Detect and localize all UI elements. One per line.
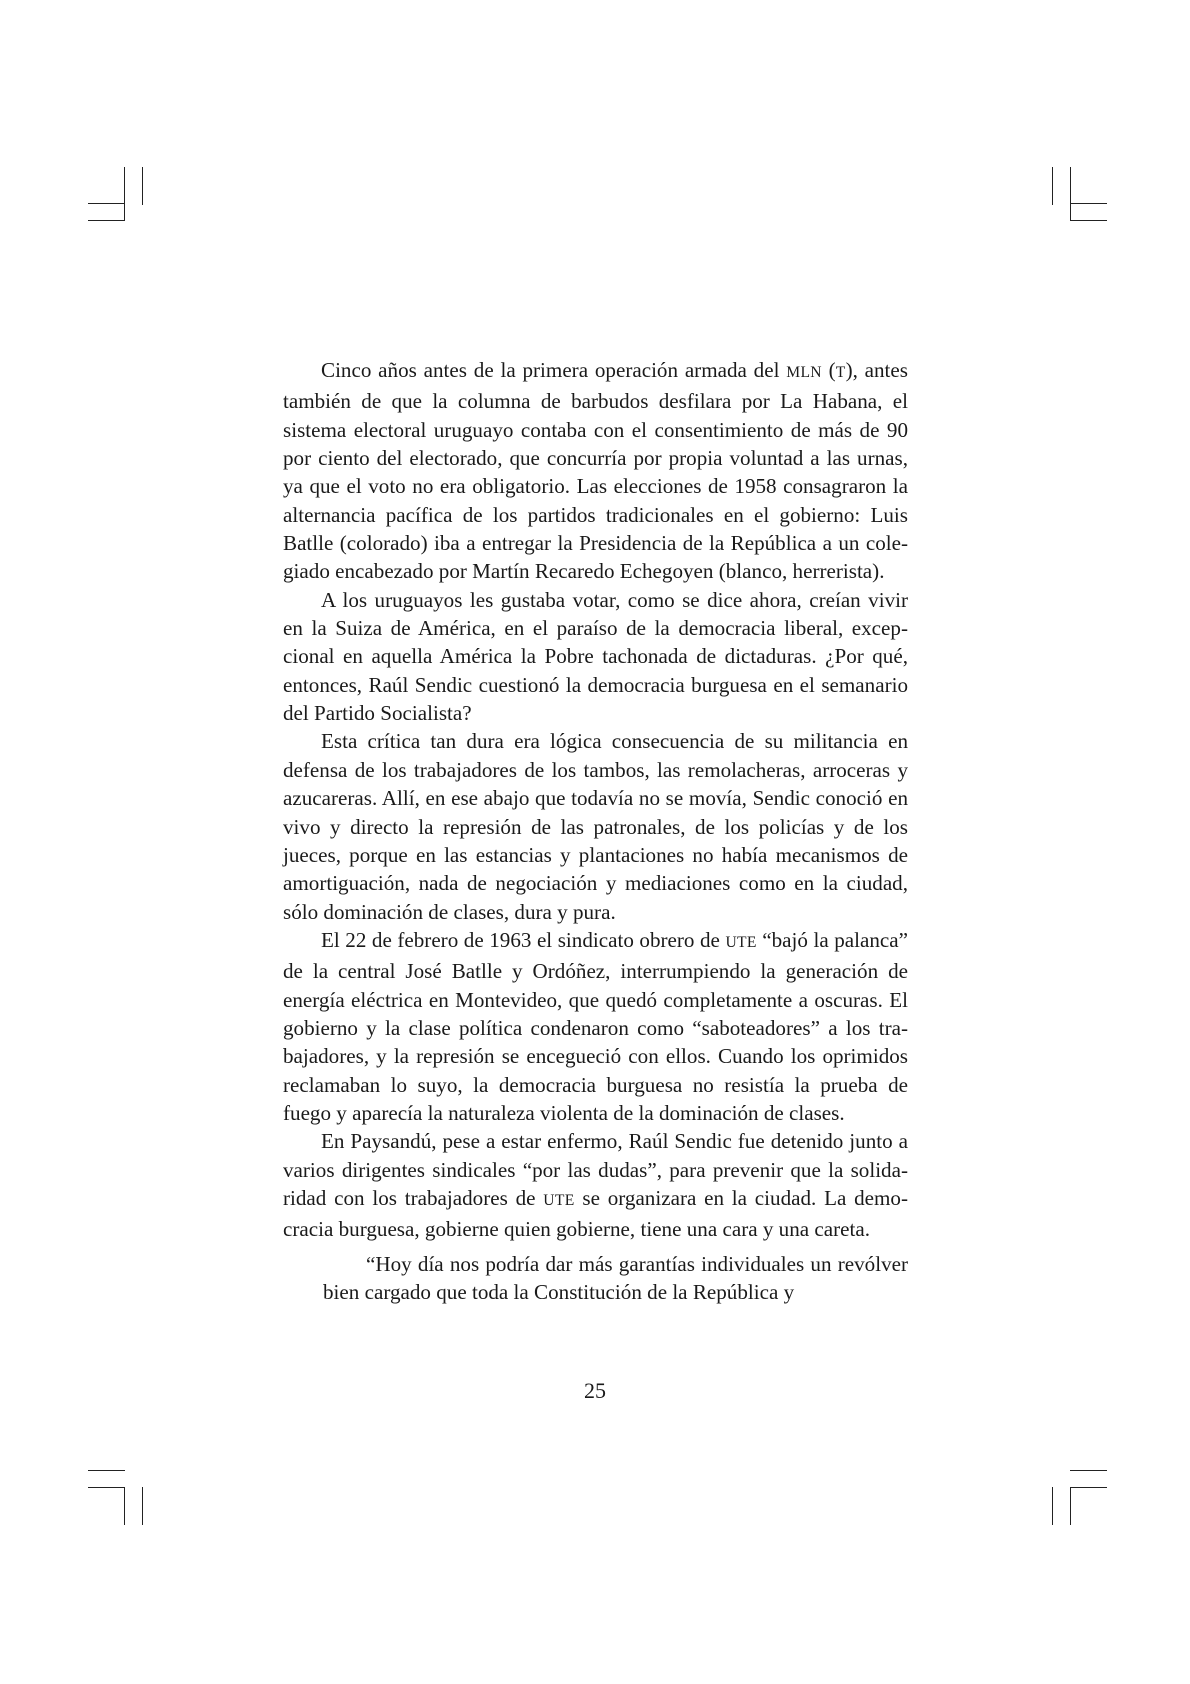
crop-mark xyxy=(88,1487,125,1488)
text-run: A los uruguayos les gustaba votar, como se dice ahora, creían vivir en la Suiza de América, en el paraíso de la democracia liberal, excepcional en aquella América la Pobre tachonada de dictaduras. ¿Por qué, entonces, Raúl Sendic cuestionó la democracia burguesa en el semanario del Partido Socialista? xyxy=(283,587,908,726)
crop-mark xyxy=(1070,220,1107,221)
block-quote xyxy=(323,1250,908,1307)
text-run: El 22 de febrero de 1963 el sindicato obrero de xyxy=(321,927,726,952)
text-run: “bajó la palanca” de la central José Batlle y Ordóñez, interrumpiendo la generación de energía eléctrica en Montevideo, que quedó completamente a oscuras. El gobierno y la clase política condenaron como “saboteadores” a los trabajadores, y la represión se encegueció con ellos. Cuando los oprimidos reclamaban lo suyo, la democracia burguesa no resistía la prueba de fuego y aparecía la naturaleza violenta de la dominación de clases. xyxy=(283,927,908,1125)
paragraph xyxy=(283,727,908,925)
crop-mark xyxy=(1070,1470,1107,1471)
paragraph xyxy=(283,926,908,1127)
crop-mark xyxy=(88,220,125,221)
crop-mark xyxy=(88,203,125,204)
crop-mark xyxy=(1052,167,1053,205)
crop-mark xyxy=(1070,1487,1107,1488)
body-text xyxy=(283,356,908,1244)
page-number: 25 xyxy=(584,1378,606,1403)
text-run: En Paysandú, pese a estar enfermo, Raúl Sendic fue detenido junto a varios dirigentes sindicales “por las dudas”, para prevenir que la solidaridad con los trabajadores de xyxy=(283,1129,908,1210)
paragraph xyxy=(283,1127,908,1243)
abbreviation: T xyxy=(835,364,846,381)
crop-mark xyxy=(88,1470,125,1471)
crop-mark xyxy=(1070,1487,1071,1525)
text-run: Esta crítica tan dura era lógica consecuencia de su militancia en defensa de los trabajadores de los tambos, las remolacheras, arroceras y azucareras. Allí, en ese abajo que todavía no se movía, Sendic conoció en vivo y directo la represión de las patronales, de los policías y de los jueces, porque en las estancias y plantaciones no había mecanismos de amortiguación, nada de negociación y mediaciones como en la ciudad, sólo dominación de clases, dura y pura. xyxy=(283,729,908,924)
abbreviation: UTE xyxy=(725,933,757,951)
abbreviation: MLN xyxy=(786,364,822,381)
crop-mark xyxy=(1070,167,1071,221)
paragraph xyxy=(283,356,908,586)
crop-mark xyxy=(142,167,143,205)
abbreviation: UTE xyxy=(543,1191,575,1209)
crop-mark xyxy=(124,167,125,221)
text-run: Cinco años antes de la primera operación armada del xyxy=(321,358,787,382)
text-run: ), antes también de que la columna de barbudos desfilara por La Habana, el sistema electoral uruguayo contaba con el consentimiento de más de 90 por ciento del electorado, que concurría por propia voluntad a las urnas, ya que el voto no era obligatorio. Las elecciones de 1958 consagraron la alternancia pacífica de los partidos tradicionales en el gobierno: Luis Batlle (colorado) iba a entregar la Presidencia de la República a un colegiado encabezado por Martín Recaredo Echegoyen (blanco, herrerista). xyxy=(283,358,908,584)
paragraph xyxy=(283,586,908,728)
crop-mark xyxy=(142,1487,143,1525)
crop-mark xyxy=(1070,203,1107,204)
text-run: se organizara en la ciudad. La democracia burguesa, gobierne quien gobierne, tiene una cara y una careta. xyxy=(283,1185,908,1242)
text-run: ( xyxy=(821,358,836,382)
quote-text: “Hoy día nos podría dar más garantías individuales un revólver bien cargado que toda la Constitución de la República y xyxy=(323,1252,908,1305)
crop-mark xyxy=(1052,1487,1053,1525)
crop-mark xyxy=(124,1487,125,1525)
